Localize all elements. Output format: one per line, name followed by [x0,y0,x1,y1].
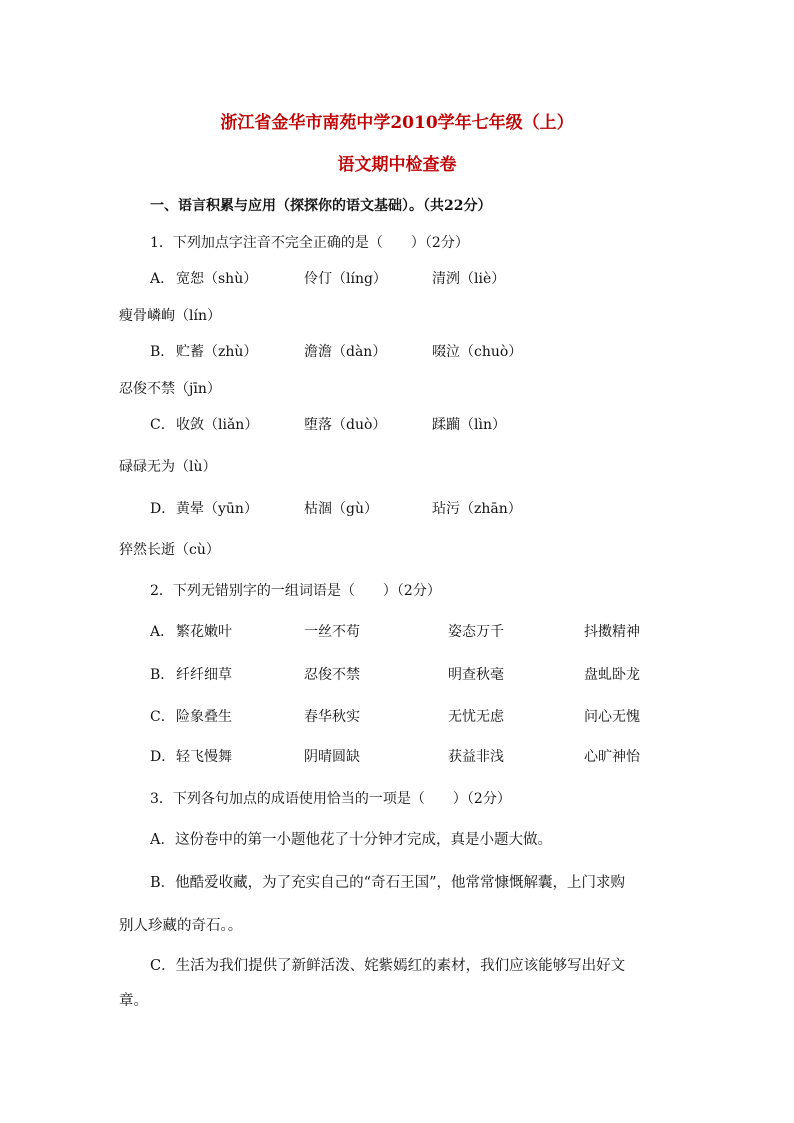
q1-option-c-label: C． [150,417,175,433]
q2-row-a-item: 一丝不苟 [304,624,360,640]
document-subtitle: 语文期中检查卷 [337,155,457,175]
section-heading: 一、语言积累与应用（探探你的语文基础）。（共22分） [150,198,492,214]
q3-option-c-line1: C．生活为我们提供了新鲜活泼、姹紫嫣红的素材，我们应该能够写出好文 [150,958,626,974]
q1-option-a-wrap: 瘦骨嶙峋（lín） [119,308,221,324]
q1-stem: 1．下列加点字注音不完全正确的是（ ）（2分） [150,235,469,251]
q1-option-c-item: 收敛（liǎn） [176,417,259,433]
q2-row-d-label: D． [150,749,176,765]
q3-stem: 3．下列各句加点的成语使用恰当的一项是（ ）（2分） [150,791,511,807]
q2-row-a-item: 姿态万千 [448,624,504,640]
q3-option-a: A．这份卷中的第一小题他花了十分钟才完成，真是小题大做。 [150,832,552,848]
q2-row-d-item: 阴晴圆缺 [304,749,360,765]
q2-row-b-item: 明查秋毫 [448,667,504,683]
q2-row-b-item: 纤纤细草 [176,667,232,683]
q1-option-c-item: 堕落（duò） [304,417,387,433]
q1-option-d-wrap: 猝然长逝（cù） [119,542,220,558]
q1-option-d-item: 玷污（zhān） [432,501,522,517]
q1-option-a-item: 清洌（liè） [432,271,506,287]
q3-option-c-line2: 章。 [119,993,148,1009]
q2-row-b-item: 忍俊不禁 [304,667,360,683]
q1-option-a-label: A． [150,271,175,287]
q1-option-b-label: B． [150,344,175,360]
document-title: 浙江省金华市南苑中学2010学年七年级（上） [220,113,574,133]
q2-row-a-item: 繁花嫩叶 [176,624,232,640]
q2-row-d-item: 心旷神怡 [584,749,640,765]
q3-option-b-line2: 别人珍藏的奇石。。 [119,918,243,934]
q2-row-a-item: 抖擞精神 [584,624,640,640]
q1-option-a-item: 宽恕（shù） [176,271,258,287]
q1-option-a-item: 伶仃（líng） [304,271,387,287]
q2-stem: 2．下列无错别字的一组词语是（ ）（2分） [150,583,441,599]
q2-row-c-item: 问心无愧 [584,709,640,725]
q1-option-d-item: 枯涸（gù） [304,501,378,517]
q2-row-b-item: 盘虬卧龙 [584,667,640,683]
q1-option-c-wrap: 碌碌无为（lù） [119,459,217,475]
q2-row-a-label: A． [150,624,175,640]
q1-option-b-item: 啜泣（chuò） [432,344,523,360]
q2-row-c-label: C． [150,709,175,725]
q3-option-b-line1: B．他酷爱收藏，为了充实自己的“奇石王国”，他常常慷慨解囊，上门求购 [150,875,625,891]
q1-option-d-item: 黄晕（yūn） [176,501,258,517]
q2-row-d-item: 获益非浅 [448,749,504,765]
q2-row-c-item: 险象叠生 [176,709,232,725]
q1-option-b-wrap: 忍俊不禁（jīn） [119,381,221,397]
q1-option-d-label: D． [150,501,176,517]
q2-row-b-label: B． [150,667,175,683]
q1-option-b-item: 贮蓄（zhù） [176,344,258,360]
q2-row-c-item: 无忧无虑 [448,709,504,725]
q1-option-b-item: 澹澹（dàn） [304,344,387,360]
q1-option-c-item: 蹂躏（lìn） [432,417,506,433]
q2-row-d-item: 轻飞慢舞 [176,749,232,765]
q2-row-c-item: 春华秋实 [304,709,360,725]
